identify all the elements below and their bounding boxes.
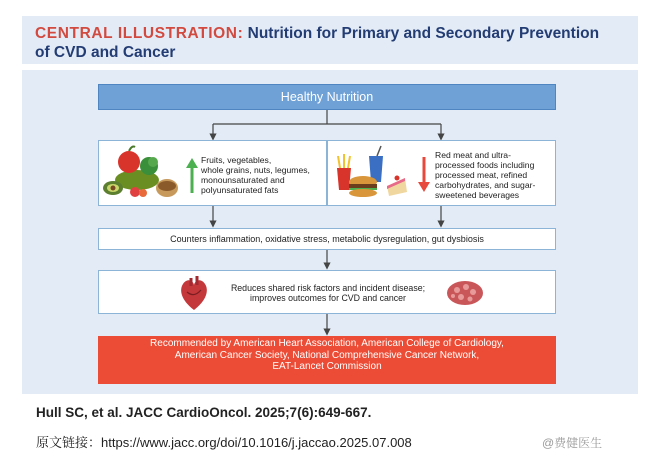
fruit-vegetable-illustration xyxy=(101,144,181,204)
processed-foods-line: carbohydrates, and sugar- xyxy=(435,180,536,190)
source-label: 原文链接： xyxy=(36,435,102,450)
header-title xyxy=(35,24,635,62)
watermark: @费健医生 xyxy=(542,436,603,450)
diagram-panel xyxy=(22,70,638,394)
processed-foods-text xyxy=(435,150,555,200)
counters-box xyxy=(98,228,556,250)
tumor-cell-illustration xyxy=(445,278,485,308)
recommended-line: American Cancer Society, National Comprehensive Cancer Network, xyxy=(174,349,480,361)
processed-foods-line: sweetened beverages xyxy=(435,190,520,200)
healthy-nutrition-bar: Healthy Nutrition xyxy=(98,84,556,110)
reduces-text xyxy=(213,283,443,303)
central-illustration-label: CENTRAL ILLUSTRATION: xyxy=(35,25,244,42)
citation: Hull SC, et al. JACC CardioOncol. 2025;7(6):649-667. xyxy=(36,405,372,420)
up-arrow-icon xyxy=(185,157,199,193)
healthy-foods-line: monounsaturated and xyxy=(201,175,285,185)
reduces-line-1: Reduces shared risk factors and incident disease; xyxy=(230,283,426,293)
processed-foods-line: Red meat and ultra- xyxy=(435,150,511,160)
healthy-foods-line: whole grains, nuts, legumes, xyxy=(201,165,310,175)
healthy-foods-box xyxy=(98,140,327,206)
counters-text: Counters inflammation, oxidative stress, metabolic dysregulation, gut dysbiosis xyxy=(170,234,484,244)
recommended-by-bar xyxy=(98,336,556,384)
reduces-box xyxy=(98,270,556,314)
processed-foods-line: processed foods including xyxy=(435,160,535,170)
healthy-foods-line: polyunsaturated fats xyxy=(201,185,279,195)
title-line-1: Nutrition for Primary and Secondary Prevention xyxy=(243,25,600,42)
healthy-foods-text xyxy=(201,155,325,195)
fast-food-illustration xyxy=(331,144,413,204)
source-line xyxy=(36,432,412,451)
processed-foods-line: processed meat, refined xyxy=(435,170,528,180)
heart-illustration xyxy=(177,274,211,312)
source-url[interactable]: https://www.jacc.org/doi/10.1016/j.jaccao.2025.07.008 xyxy=(101,435,412,450)
processed-foods-box xyxy=(327,140,556,206)
title-line-2: of CVD and Cancer xyxy=(35,44,176,61)
down-arrow-icon xyxy=(417,157,431,193)
illustration-header xyxy=(22,16,638,64)
recommended-line: EAT-Lancet Commission xyxy=(272,361,382,372)
reduces-line-2: improves outcomes for CVD and cancer xyxy=(250,293,406,303)
recommended-line: Recommended by American Heart Association, American College of Cardiology, xyxy=(150,338,504,349)
healthy-foods-line: Fruits, vegetables, xyxy=(201,155,272,165)
